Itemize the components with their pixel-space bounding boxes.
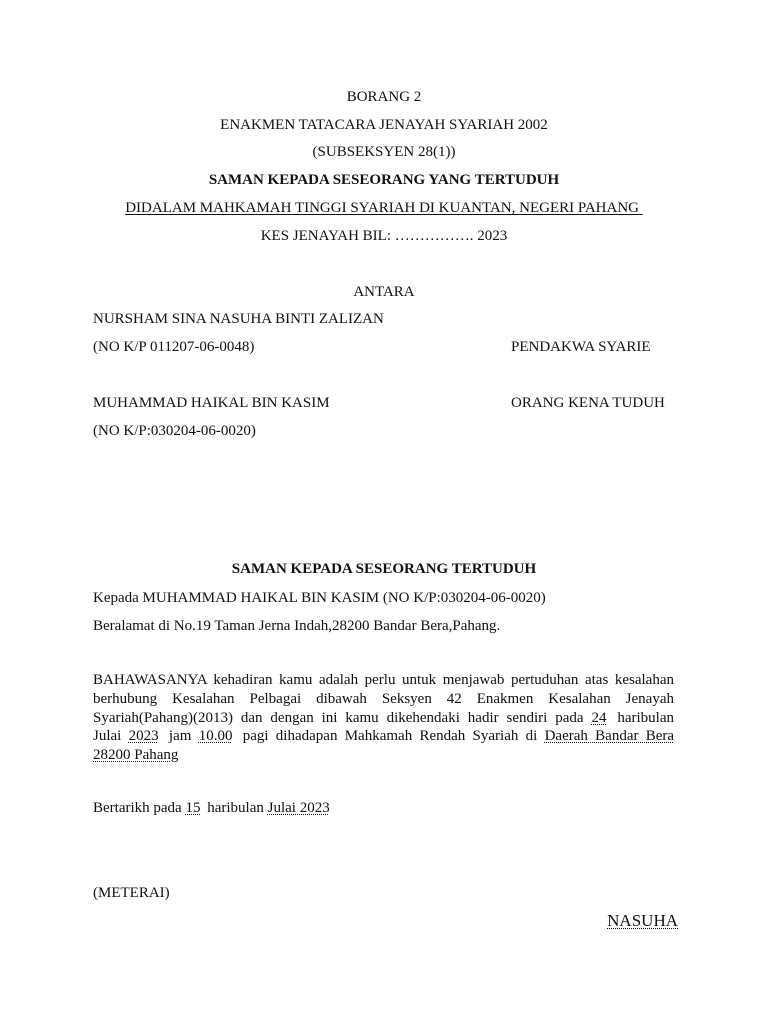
hearing-year: 2023 <box>128 728 159 745</box>
time-prefix: jam <box>168 728 192 745</box>
form-number: BORANG 2 <box>346 89 422 105</box>
body-line-3-end: haribulan <box>617 709 674 726</box>
dated-prefix: Bertarikh pada <box>93 800 182 816</box>
signature <box>607 910 678 932</box>
court-name: DIDALAM MAHKAMAH TINGGI SYARIAH DI KUANTAN, NEGERI PAHANG <box>125 200 643 216</box>
summons-address: Beralamat di No.19 Taman Jerna Indah,28200 Bandar Bera,Pahang. <box>93 618 501 634</box>
venue-line-2: 28200 Pahang <box>93 747 179 763</box>
hearing-time: 10.00 <box>198 728 233 745</box>
subsection-reference: (SUBSEKSYEN 28(1)) <box>312 144 456 160</box>
prosecutor-ic: (NO K/P 011207-06-0048) <box>93 339 255 355</box>
venue-line-1: Daerah Bandar Bera <box>544 728 674 745</box>
dated-month-year: Julai 2023 <box>267 800 330 816</box>
body-line-5 <box>93 746 674 765</box>
body-line-3-text: Syariah(Pahang)(2013) dan dengan ini kamu dikehendaki hadir sendiri pada <box>93 709 584 726</box>
hearing-day: 24 <box>591 709 607 726</box>
seal-label: (METERAI) <box>93 885 170 901</box>
case-number: KES JENAYAH BIL: ……………. 2023 <box>260 228 508 244</box>
enactment-title: ENAKMEN TATACARA JENAYAH SYARIAH 2002 <box>220 117 548 133</box>
body-line-1: BAHAWASANYA kehadiran kamu adalah perlu untuk menjawab pertuduhan atas kesalahan <box>93 672 674 688</box>
prosecutor-name: NURSHAM SINA NASUHA BINTI ZALIZAN <box>93 311 384 327</box>
accused-role: ORANG KENA TUDUH <box>511 395 665 411</box>
between-label: ANTARA <box>353 284 415 300</box>
body-line-2: berhubung Kesalahan Pelbagai dibawah Seksyen 42 Enakmen Kesalahan Jenayah <box>93 690 674 707</box>
signature-name: NASUHA <box>607 911 678 930</box>
body-line-4-text: pagi dihadapan Mahkamah Rendah Syariah di <box>242 728 538 745</box>
court-line <box>0 198 768 218</box>
dated-middle: haribulan <box>207 800 264 816</box>
summons-body <box>93 671 674 765</box>
dated-day: 15 <box>185 800 201 816</box>
body-line-4 <box>93 727 674 746</box>
summons-recipient: Kepada MUHAMMAD HAIKAL BIN KASIM (NO K/P:030204-06-0020) <box>93 590 546 606</box>
accused-ic: (NO K/P:030204-06-0020) <box>93 423 256 439</box>
prosecutor-role: PENDAKWA SYARIE <box>511 339 651 355</box>
hearing-month: Julai <box>93 728 122 745</box>
body-line-3 <box>93 709 674 728</box>
summons-title: SAMAN KEPADA SESEORANG TERTUDUH <box>231 561 537 577</box>
accused-name: MUHAMMAD HAIKAL BIN KASIM <box>93 395 330 411</box>
dated-line <box>93 798 330 818</box>
document-title: SAMAN KEPADA SESEORANG YANG TERTUDUH <box>208 172 560 188</box>
